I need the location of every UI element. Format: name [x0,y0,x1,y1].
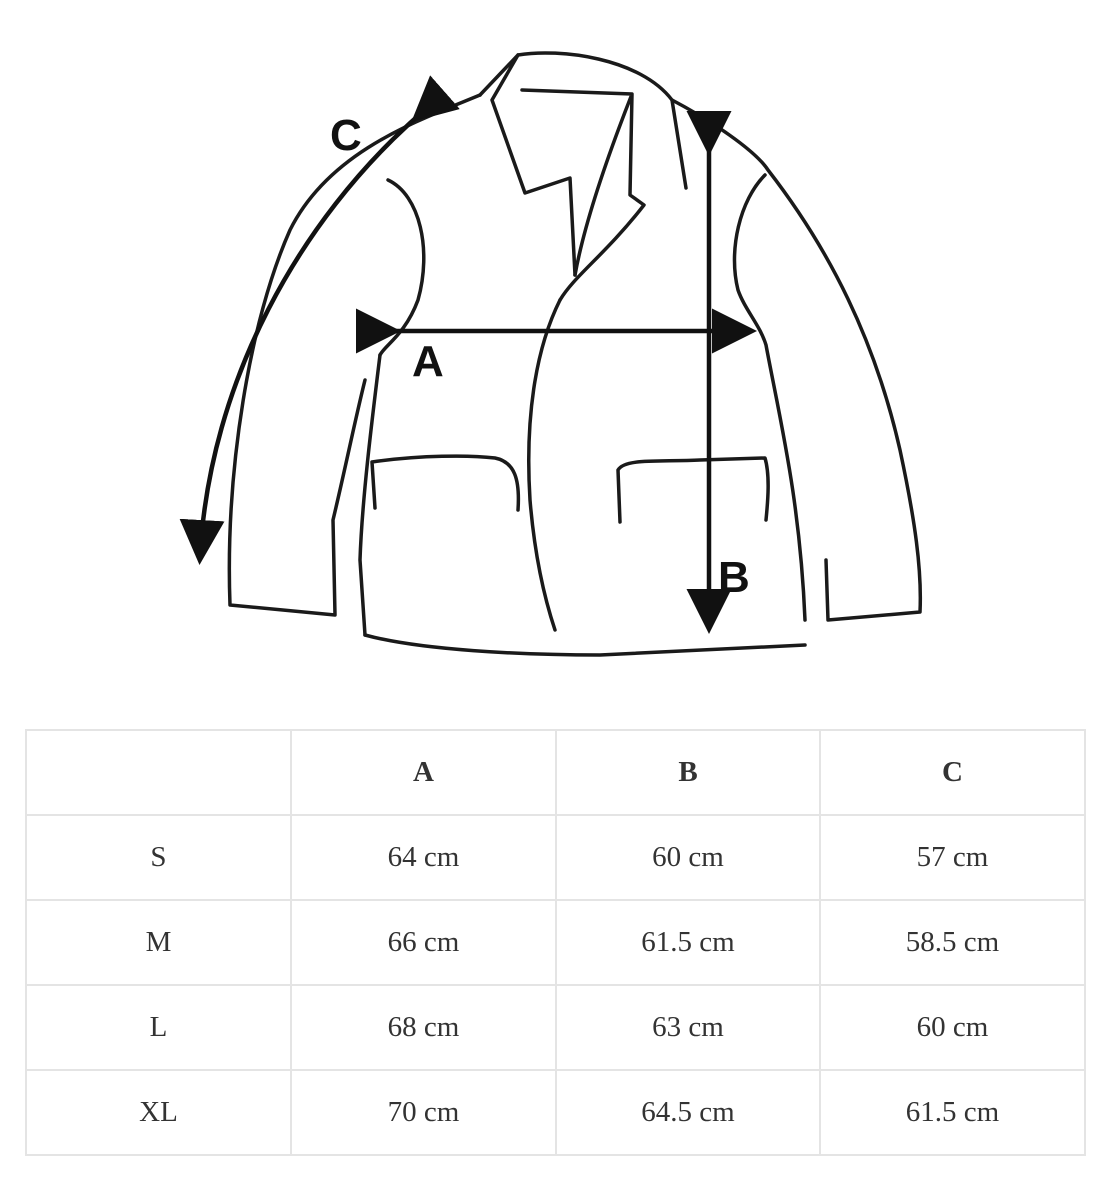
value-cell-a: 68 cm [291,985,556,1070]
right-pocket [618,458,768,522]
header-cell-blank [26,730,291,815]
header-cell-b: B [556,730,820,815]
right-lapel [522,90,644,300]
value-cell-c: 57 cm [820,815,1085,900]
value-cell-a: 64 cm [291,815,556,900]
front-placket [529,300,560,630]
table-row [26,1070,1085,1155]
table-row [26,985,1085,1070]
value-cell-b: 61.5 cm [556,900,820,985]
value-cell-c: 58.5 cm [820,900,1085,985]
body-hem [365,635,805,655]
size-cell: S [26,815,291,900]
header-cell-a: A [291,730,556,815]
value-cell-c: 60 cm [820,985,1085,1070]
label-b: B [718,553,750,602]
back-collar [480,53,686,188]
value-cell-c: 61.5 cm [820,1070,1085,1155]
value-cell-b: 64.5 cm [556,1070,820,1155]
body-left-side [360,355,380,635]
measurement-arrows [200,116,748,625]
left-lapel [492,55,575,275]
table-row [26,815,1085,900]
label-a: A [412,337,444,386]
size-chart-table [25,729,1086,1156]
left-pocket [372,456,518,510]
value-cell-b: 60 cm [556,815,820,900]
value-cell-a: 66 cm [291,900,556,985]
table-row [26,900,1085,985]
size-cell: XL [26,1070,291,1155]
header-row [26,730,1085,815]
header-cell-c: C [820,730,1085,815]
label-c: C [330,111,362,160]
size-cell: M [26,900,291,985]
value-cell-b: 63 cm [556,985,820,1070]
size-cell: L [26,985,291,1070]
value-cell-a: 70 cm [291,1070,556,1155]
